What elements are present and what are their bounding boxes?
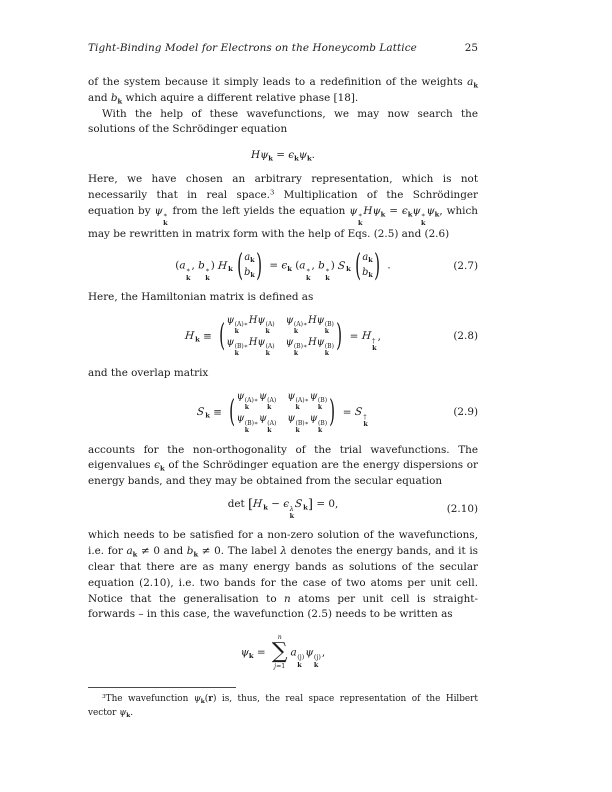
running-head <box>88 42 478 54</box>
display-equation <box>88 246 478 283</box>
display-equation <box>88 390 478 435</box>
equation-number: (2.8) <box>453 330 478 342</box>
page-number: 25 <box>464 42 478 54</box>
display-equation <box>88 146 478 164</box>
equation-number: (2.7) <box>453 260 478 273</box>
display-equation <box>88 498 478 520</box>
paragraph: of the system because it simply leads to a redefinition of the weights $a_k$ and $b_k$ which aquire a different relative phase [18]. <box>88 76 478 106</box>
equation: $\psi_k$ = n ∑ j=1 a (j) k ψ (j) k , <box>240 634 326 670</box>
paragraph: With the help of these wavefunctions, we may now search the solutions of the Schrödinger equation <box>88 107 478 136</box>
paragraph: Here, the Hamiltonian matrix is defined as <box>88 290 314 303</box>
paragraph: Here, we have chosen an arbitrary representation, which is not necessarily that in real space.$^3$ Multiplication of the Schrödinger equation by ψ ∗ k from the left yields the equation ψ ∗ k $H\psi_k = \epsilon_k\psi$ ∗ k $\psi_k$, which may be rewritten in matrix form with the help of Eqs. (2.5) and (2.6) <box>88 173 479 241</box>
paragraph: accounts for the non-orthogonality of the trial wavefunctions. The eigenvalues $\epsilon_k$ of the Schrödinger equation are the energy dispersions or energy bands, and they may be obtained from the secular equation <box>88 443 478 488</box>
footnote-rule <box>88 687 236 688</box>
equation: (a ∗ k , b ∗ k ) $H_k$ ( $a_k$ $b_k$ ) = $\epsilon_k$ (a ∗ k , b ∗ k ) $S_k$ ( $a_k$ $b_k$ ) . <box>175 246 391 283</box>
equation: $H_k$ ≡ ( ψ (A)∗ k Hψ (A) k ψ (A)∗ k Hψ (B) k ψ (B)∗ k Hψ (A) k ψ (B)∗ k Hψ (B) k ) = H † k , <box>184 314 381 358</box>
running-head-title: Tight-Binding Model for Electrons on the Honeycomb Lattice <box>88 42 417 54</box>
equation: $H\psi_k = \epsilon_k\psi_k$. <box>251 149 315 163</box>
equation-number: (2.9) <box>453 406 478 419</box>
equation: $\det [H_k - \epsilon$ λ k $S_k] = 0$, <box>227 497 339 520</box>
equation: $S_k$ ≡ ( ψ (A)∗ k ψ (A) k ψ (A)∗ k ψ (B) k ψ (B)∗ k ψ (A) k ψ (B)∗ k ψ (B) k ) = S † k <box>196 391 368 434</box>
display-equation <box>88 634 478 671</box>
paragraph: which needs to be satisfied for a non-zero solution of the wavefunctions, i.e. for $a_k \ne 0$ and $b_k \ne 0$. The label λ denotes the energy bands, and it is clear that there are as many energy bands as solutions of the secular equation (2.10), i.e. two bands for the case of two atoms per unit cell. Notice that the generalisation to n atoms per unit cell is straight-forwards – in this case, the wavefunction (2.5) needs to be written as <box>88 529 478 621</box>
display-equation <box>88 314 478 359</box>
equation-number: (2.10) <box>446 503 478 516</box>
page <box>88 0 478 720</box>
paragraph: and the overlap matrix <box>88 367 209 380</box>
footnote: $^3$The wavefunction $\psi_k(r)$ is, thus, the real space representation of the Hilbert vector $\psi_k$. <box>88 694 478 719</box>
